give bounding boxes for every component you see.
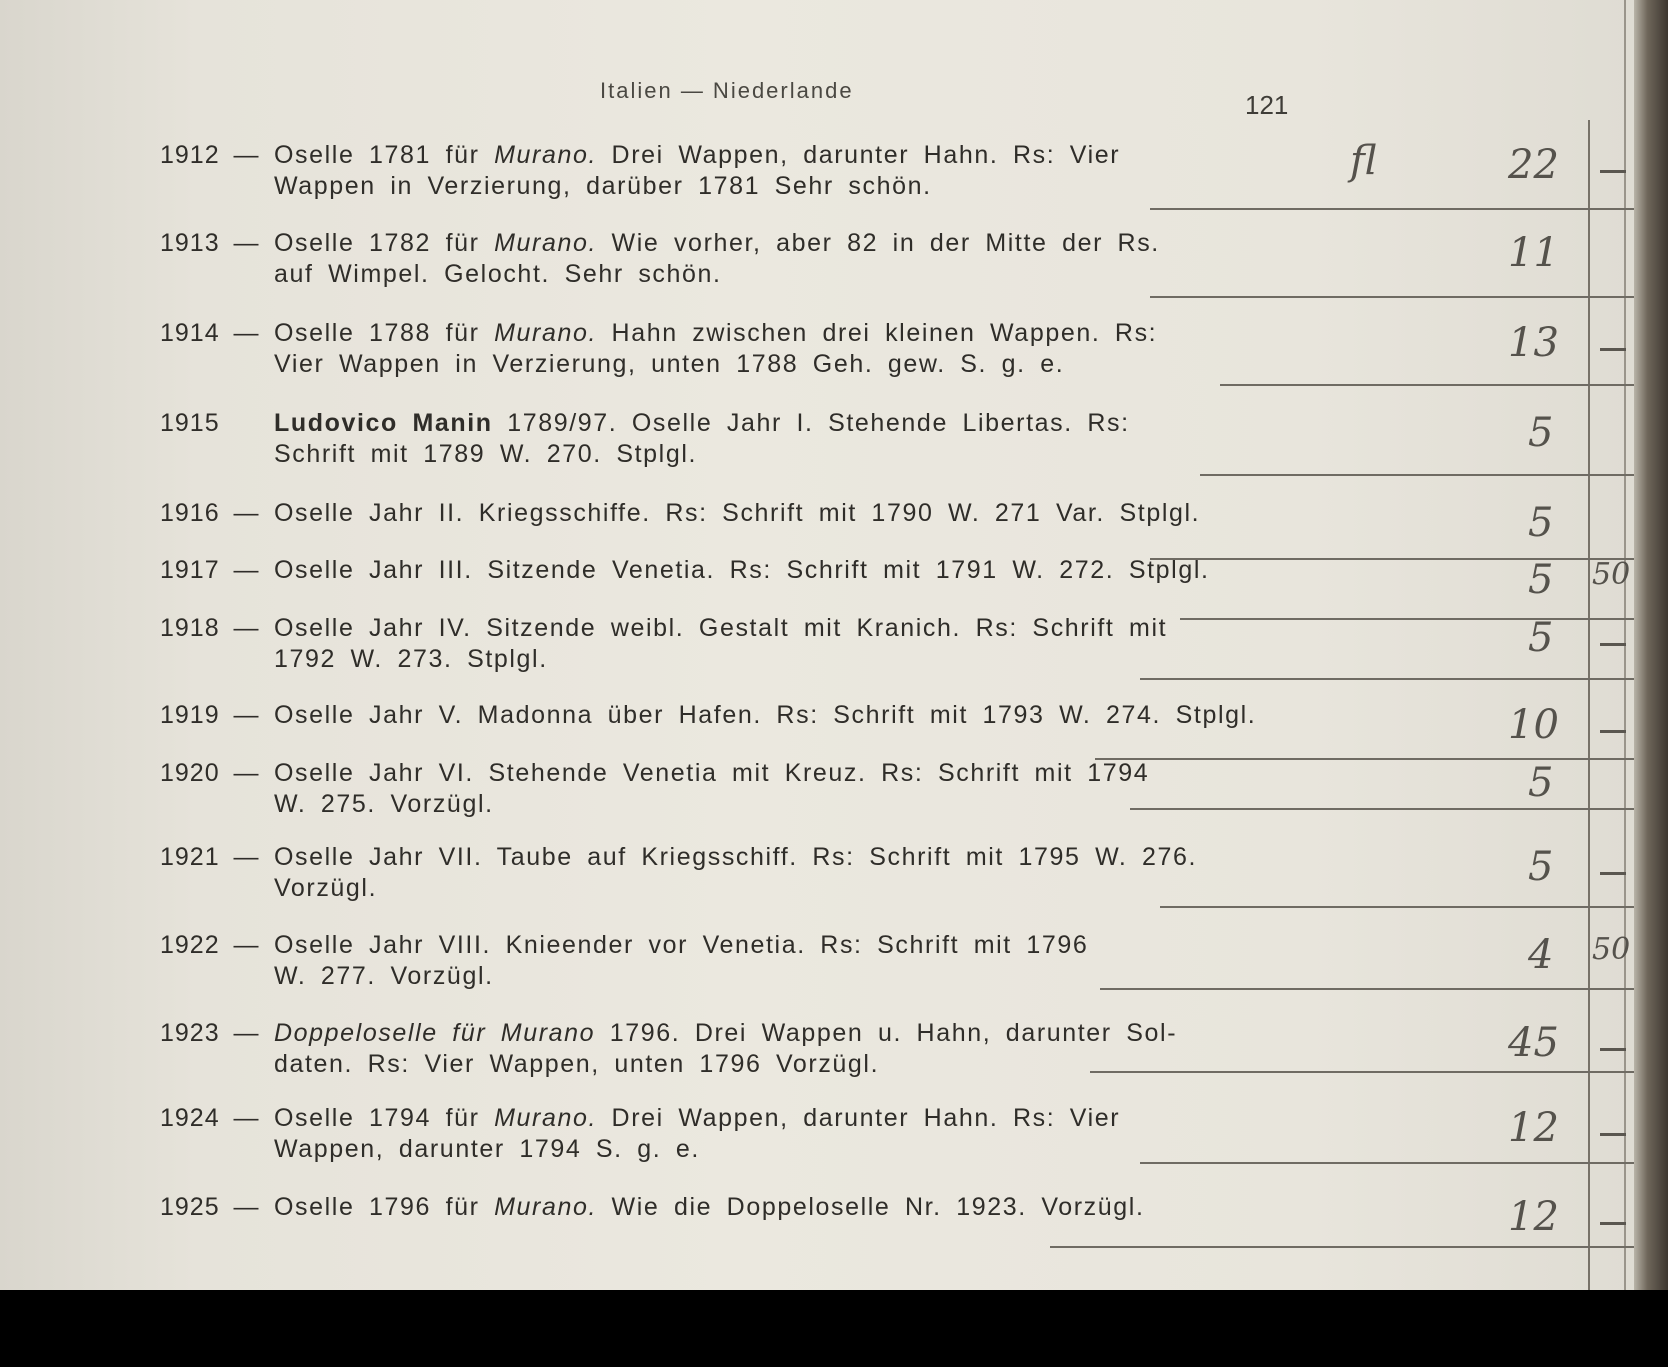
entry-text: Oselle Jahr IV. Sitzende weibl. Gestalt mit Kranich. Rs: Schrift mit <box>274 614 1168 642</box>
handwritten-cents: 50 <box>1592 557 1631 592</box>
entry-line-1 <box>160 1018 1290 1049</box>
handwritten-price: 22 <box>1508 142 1559 188</box>
entry-text: Hahn zwischen drei kleinen Wappen. Rs: <box>597 319 1158 347</box>
entry-text: Wie vorher, aber 82 in der Mitte der Rs. <box>597 229 1160 257</box>
entry-text: Oselle 1788 für <box>274 319 495 347</box>
handwritten-price: 5 <box>1528 410 1554 456</box>
price-rule <box>1150 296 1634 298</box>
price-rule <box>1100 988 1634 990</box>
entry-line-2: Vier Wappen in Verzierung, unten 1788 Geh. gew. S. g. e. <box>274 350 1065 378</box>
entry-line-1 <box>160 1192 1290 1223</box>
cents-dash <box>1600 170 1626 173</box>
catalog-entry <box>160 318 1290 380</box>
entry-line-1 <box>160 555 1290 586</box>
entry-number: 1918 — <box>160 614 260 642</box>
catalog-entry <box>160 228 1290 290</box>
entry-text: 1789/97. Oselle Jahr I. Stehende Libertas. Rs: <box>492 409 1130 437</box>
price-rule <box>1220 384 1634 386</box>
entry-line-2: Wappen, darunter 1794 S. g. e. <box>274 1135 700 1163</box>
entry-text: Oselle Jahr VI. Stehende Venetia mit Kreuz. Rs: Schrift mit 1794 <box>274 759 1150 787</box>
entry-line-1 <box>160 842 1290 873</box>
entry-line-1 <box>160 613 1290 644</box>
entry-number: 1919 — <box>160 701 260 729</box>
price-rule <box>1160 906 1634 908</box>
entry-italic-text: Murano. <box>494 229 598 257</box>
entry-italic-text: Murano. <box>494 141 598 169</box>
entry-line-1 <box>160 700 1290 731</box>
entry-text: Oselle 1794 für <box>274 1104 495 1132</box>
catalog-entry <box>160 1192 1290 1223</box>
entry-line-1 <box>160 318 1290 349</box>
entry-italic-text: Murano. <box>494 1104 598 1132</box>
background-edge <box>0 1290 1668 1367</box>
handwritten-price: 5 <box>1528 615 1554 661</box>
entry-line-1 <box>160 758 1290 789</box>
handwritten-price: 10 <box>1508 702 1559 748</box>
entry-text: Oselle Jahr V. Madonna über Hafen. Rs: Schrift mit 1793 W. 274. Stplgl. <box>274 701 1257 729</box>
entry-number: 1917 — <box>160 556 260 584</box>
price-rule <box>1140 678 1634 680</box>
price-rule <box>1140 1162 1634 1164</box>
entry-number: 1915 <box>160 409 220 437</box>
entry-text: Oselle Jahr VII. Taube auf Kriegsschiff. Rs: Schrift mit 1795 W. 276. <box>274 843 1198 871</box>
entry-italic-text: Murano. <box>494 319 598 347</box>
catalog-entry <box>160 613 1290 675</box>
entry-text: Drei Wappen, darunter Hahn. Rs: Vier <box>597 141 1121 169</box>
entry-line-2: auf Wimpel. Gelocht. Sehr schön. <box>274 260 722 288</box>
entry-text: Oselle Jahr II. Kriegsschiffe. Rs: Schrift mit 1790 W. 271 Var. Stplgl. <box>274 499 1201 527</box>
entry-text: Oselle Jahr III. Sitzende Venetia. Rs: Schrift mit 1791 W. 272. Stplgl. <box>274 556 1210 584</box>
entry-line-1 <box>160 140 1290 171</box>
entry-line-1 <box>160 930 1290 961</box>
entry-text: Oselle 1781 für <box>274 141 495 169</box>
entry-italic-text: Murano. <box>494 1193 598 1221</box>
handwritten-price: 13 <box>1508 320 1559 366</box>
entry-text: Drei Wappen, darunter Hahn. Rs: Vier <box>597 1104 1121 1132</box>
entry-line-1 <box>160 498 1290 529</box>
catalog-entry <box>160 555 1290 586</box>
entry-line-1 <box>160 408 1290 439</box>
handwritten-price: 5 <box>1528 844 1554 890</box>
entry-line-2: daten. Rs: Vier Wappen, unten 1796 Vorzügl. <box>274 1050 880 1078</box>
price-rule <box>1050 1246 1634 1248</box>
entry-line-2: Schrift mit 1789 W. 270. Stplgl. <box>274 440 698 468</box>
handwritten-price: 45 <box>1508 1020 1559 1066</box>
entry-text: 1796. Drei Wappen u. Hahn, darunter Sol- <box>595 1019 1178 1047</box>
entry-italic-text: Doppeloselle für Murano <box>274 1019 596 1047</box>
entry-number: 1925 — <box>160 1193 260 1221</box>
entry-line-2: W. 277. Vorzügl. <box>274 962 494 990</box>
ruler-name: Ludovico Manin <box>274 409 493 437</box>
catalog-entry <box>160 700 1290 731</box>
entry-text: Wie die Doppeloselle Nr. 1923. Vorzügl. <box>597 1193 1145 1221</box>
entry-number: 1914 — <box>160 319 260 347</box>
cents-dash <box>1600 643 1626 646</box>
cents-dash <box>1600 872 1626 875</box>
cents-dash <box>1600 1048 1626 1051</box>
entry-line-2: Wappen in Verzierung, darüber 1781 Sehr schön. <box>274 172 932 200</box>
book-edge <box>1634 0 1668 1290</box>
entry-text: Oselle 1782 für <box>274 229 495 257</box>
entry-line-1 <box>160 228 1290 259</box>
catalog-entry <box>160 408 1290 470</box>
handwritten-currency-mark: fl <box>1350 138 1377 184</box>
page-number: 121 <box>1245 90 1289 120</box>
handwritten-price: 11 <box>1508 230 1559 276</box>
entry-number: 1920 — <box>160 759 260 787</box>
handwritten-price: 4 <box>1528 932 1554 978</box>
entry-number: 1921 — <box>160 843 260 871</box>
entry-number: 1923 — <box>160 1019 260 1047</box>
running-header: Italien — Niederlande <box>600 78 854 103</box>
entry-line-2: Vorzügl. <box>274 874 378 902</box>
entry-line-1 <box>160 1103 1290 1134</box>
entry-number: 1916 — <box>160 499 260 527</box>
cents-dash <box>1600 1222 1626 1225</box>
entry-number: 1924 — <box>160 1104 260 1132</box>
catalog-entry <box>160 758 1290 820</box>
price-rule <box>1090 1071 1634 1073</box>
entry-number: 1912 — <box>160 141 260 169</box>
entry-number: 1922 — <box>160 931 260 959</box>
cents-dash <box>1600 1133 1626 1136</box>
cents-dash <box>1600 730 1626 733</box>
catalog-entry <box>160 140 1290 202</box>
catalog-entry <box>160 930 1290 992</box>
price-rule <box>1130 808 1634 810</box>
entry-number: 1913 — <box>160 229 260 257</box>
catalog-entry <box>160 498 1290 529</box>
price-rule <box>1150 208 1634 210</box>
catalog-entry <box>160 842 1290 904</box>
handwritten-cents: 50 <box>1592 932 1631 967</box>
cents-dash <box>1600 348 1626 351</box>
handwritten-price: 5 <box>1528 557 1554 603</box>
catalog-entry <box>160 1103 1290 1165</box>
entry-text: Oselle Jahr VIII. Knieender vor Venetia. Rs: Schrift mit 1796 <box>274 931 1089 959</box>
entry-text: Oselle 1796 für <box>274 1193 495 1221</box>
price-rule <box>1200 474 1634 476</box>
handwritten-price: 12 <box>1508 1194 1559 1240</box>
entry-line-2: 1792 W. 273. Stplgl. <box>274 645 548 673</box>
handwritten-price: 12 <box>1508 1105 1559 1151</box>
handwritten-price: 5 <box>1528 760 1554 806</box>
handwritten-price: 5 <box>1528 500 1554 546</box>
entry-line-2: W. 275. Vorzügl. <box>274 790 494 818</box>
